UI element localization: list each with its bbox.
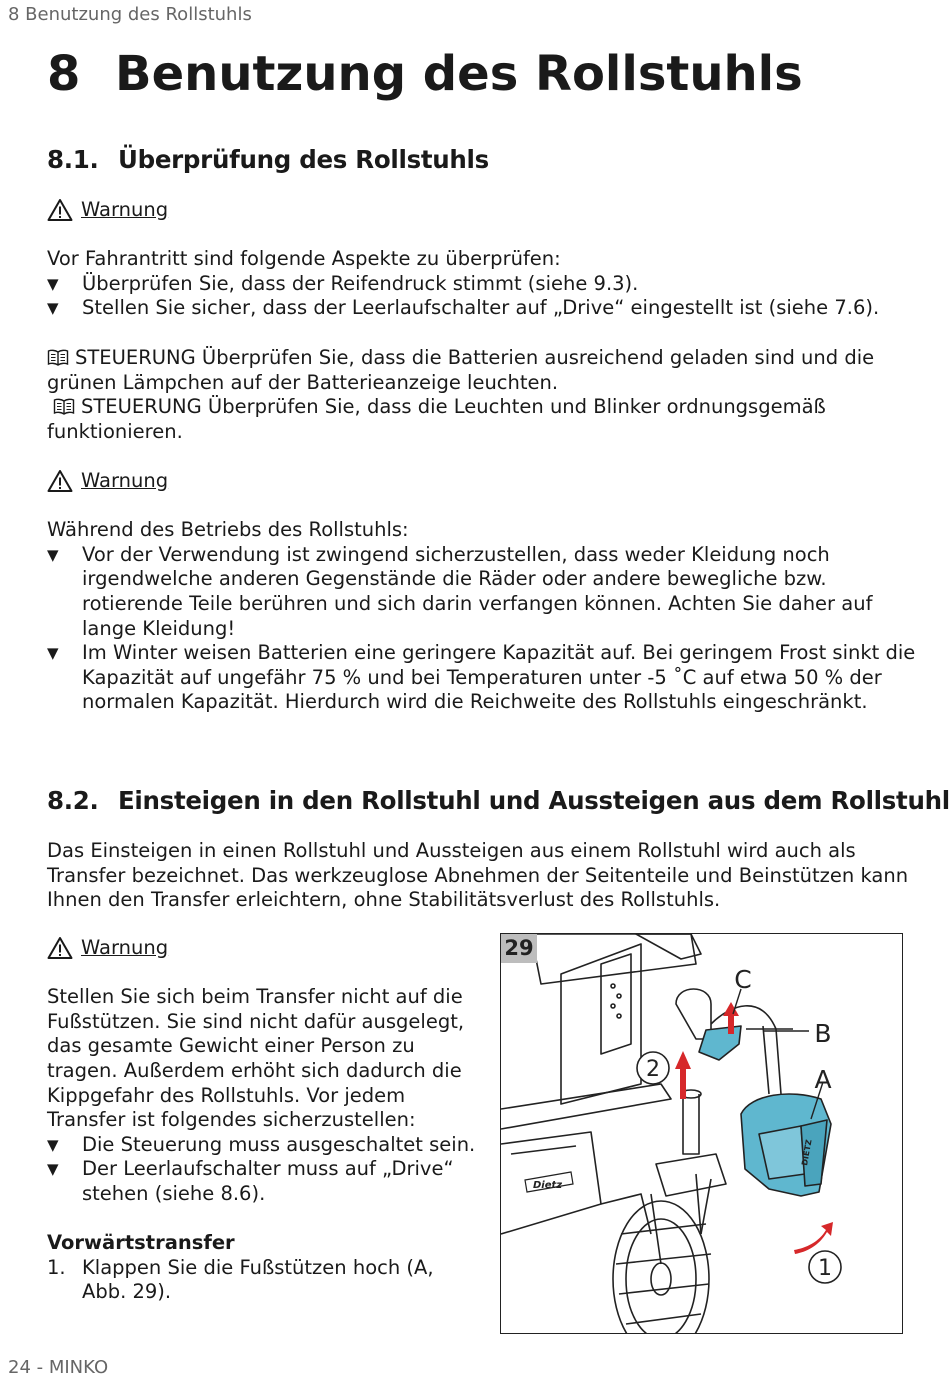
note-item: STEUERUNG Überprüfen Sie, dass die Batterien ausreichend geladen sind und die grünen Lämpchen auf der Batterieanzeige leuchten. bbox=[47, 346, 875, 394]
bullet-triangle-icon: ▼ bbox=[47, 274, 59, 293]
section-number: 8.2. bbox=[47, 786, 99, 815]
step-number: 1. bbox=[47, 1255, 66, 1279]
warning-block-1 bbox=[47, 198, 917, 321]
section-heading-8-2 bbox=[47, 786, 950, 815]
warning-heading bbox=[47, 198, 917, 223]
label-b: B bbox=[814, 1019, 832, 1048]
label-a: A bbox=[814, 1065, 832, 1094]
page-footer: 24 - MINKO bbox=[8, 1357, 109, 1378]
warning-heading bbox=[47, 936, 479, 961]
running-header: 8 Benutzung des Rollstuhls bbox=[8, 4, 252, 25]
section-heading-8-1 bbox=[47, 145, 489, 174]
bullet-triangle-icon: ▼ bbox=[47, 1135, 59, 1154]
section-intro: Das Einsteigen in einen Rollstuhl und Aussteigen aus einem Rollstuhl wird auch als Transfer bezeichnet. Das werkzeuglose Abnehmen der Seitenteile und Beinstützen kann Ihnen den Transfer erleichtern, ohne Stabilitätsverlust des Rollstuhls. bbox=[47, 839, 909, 912]
wheelchair-illustration bbox=[501, 934, 903, 1334]
book-icon bbox=[47, 349, 69, 366]
warning-intro: Vor Fahrantritt sind folgende Aspekte zu überprüfen: bbox=[47, 247, 561, 271]
section-number: 8.1. bbox=[47, 145, 99, 174]
warning-triangle-icon bbox=[47, 936, 73, 960]
list-item: ▼ Im Winter weisen Batterien eine geringere Kapazität auf. Bei geringem Frost sinkt die Kapazität auf ungefähr 75 % und bei Temperaturen unter -5 ˚C auf etwa 50 % der normalen Kapazität. Hierdurch wird die Reichweite des Rollstuhls eingeschränkt. bbox=[47, 641, 916, 714]
brand-mark: Dietz bbox=[533, 1180, 563, 1191]
svg-text:DIETZ: DIETZ bbox=[800, 1138, 814, 1167]
warning-label: Warnung bbox=[81, 198, 169, 221]
step-item: 1. Klappen Sie die Fußstützen hoch (A, Abb. 29). bbox=[47, 1255, 434, 1304]
chapter-number: 8 bbox=[47, 46, 81, 102]
bullet-triangle-icon: ▼ bbox=[47, 545, 59, 564]
list-item: ▼ Der Leerlaufschalter muss auf „Drive“ stehen (siehe 8.6). bbox=[47, 1157, 454, 1205]
controller-notes bbox=[47, 346, 917, 444]
warning-text: Stellen Sie sich beim Transfer nicht auf die Fußstützen. Sie sind nicht dafür ausgelegt, das gesamte Gewicht einer Person zu tragen. Außerdem erhöht sich dadurch die Kippgefahr des Rollstuhls. Vor jedem Transfer ist folgendes sicherzustellen: bbox=[47, 985, 465, 1132]
figure-29 bbox=[500, 933, 903, 1334]
page-title bbox=[47, 46, 803, 102]
warning-label: Warnung bbox=[81, 469, 169, 492]
warning-block-2 bbox=[47, 469, 917, 715]
subheading: Vorwärtstransfer bbox=[47, 1231, 235, 1255]
bullet-triangle-icon: ▼ bbox=[47, 299, 59, 318]
step-1-label: 1 bbox=[818, 1256, 832, 1281]
book-icon bbox=[53, 398, 75, 415]
transfer-warning-block bbox=[47, 936, 479, 1305]
warning-label: Warnung bbox=[81, 936, 169, 959]
warning-triangle-icon bbox=[47, 469, 73, 493]
warning-triangle-icon bbox=[47, 198, 73, 222]
step-2-label: 2 bbox=[646, 1057, 660, 1082]
list-item: ▼ Vor der Verwendung ist zwingend sicherzustellen, dass weder Kleidung noch irgendwelche anderen Gegenstände die Räder oder andere bewegliche bzw. rotierende Teile berühren und sich darin verfangen können. Achten Sie daher auf lange Kleidung! bbox=[47, 542, 873, 640]
section-title: Überprüfung des Rollstuhls bbox=[118, 145, 489, 174]
warning-intro: Während des Betriebs des Rollstuhls: bbox=[47, 518, 409, 542]
list-item: ▼ Die Steuerung muss ausgeschaltet sein. bbox=[47, 1132, 476, 1156]
bullet-triangle-icon: ▼ bbox=[47, 1160, 59, 1179]
bullet-triangle-icon: ▼ bbox=[47, 644, 59, 663]
label-c: C bbox=[734, 965, 752, 994]
chapter-title: Benutzung des Rollstuhls bbox=[115, 46, 803, 102]
section-title: Einsteigen in den Rollstuhl und Aussteigen aus dem Rollstuhl bbox=[118, 786, 950, 815]
list-item: ▼ Überprüfen Sie, dass der Reifendruck stimmt (siehe 9.3). bbox=[47, 271, 639, 295]
warning-heading bbox=[47, 469, 917, 494]
list-item: ▼ Stellen Sie sicher, dass der Leerlaufschalter auf „Drive“ eingestellt ist (siehe 7.6). bbox=[47, 296, 880, 320]
note-item: STEUERUNG Überprüfen Sie, dass die Leuchten und Blinker ordnungsgemäß funktionieren. bbox=[47, 395, 826, 443]
figure-number: 29 bbox=[501, 934, 537, 963]
